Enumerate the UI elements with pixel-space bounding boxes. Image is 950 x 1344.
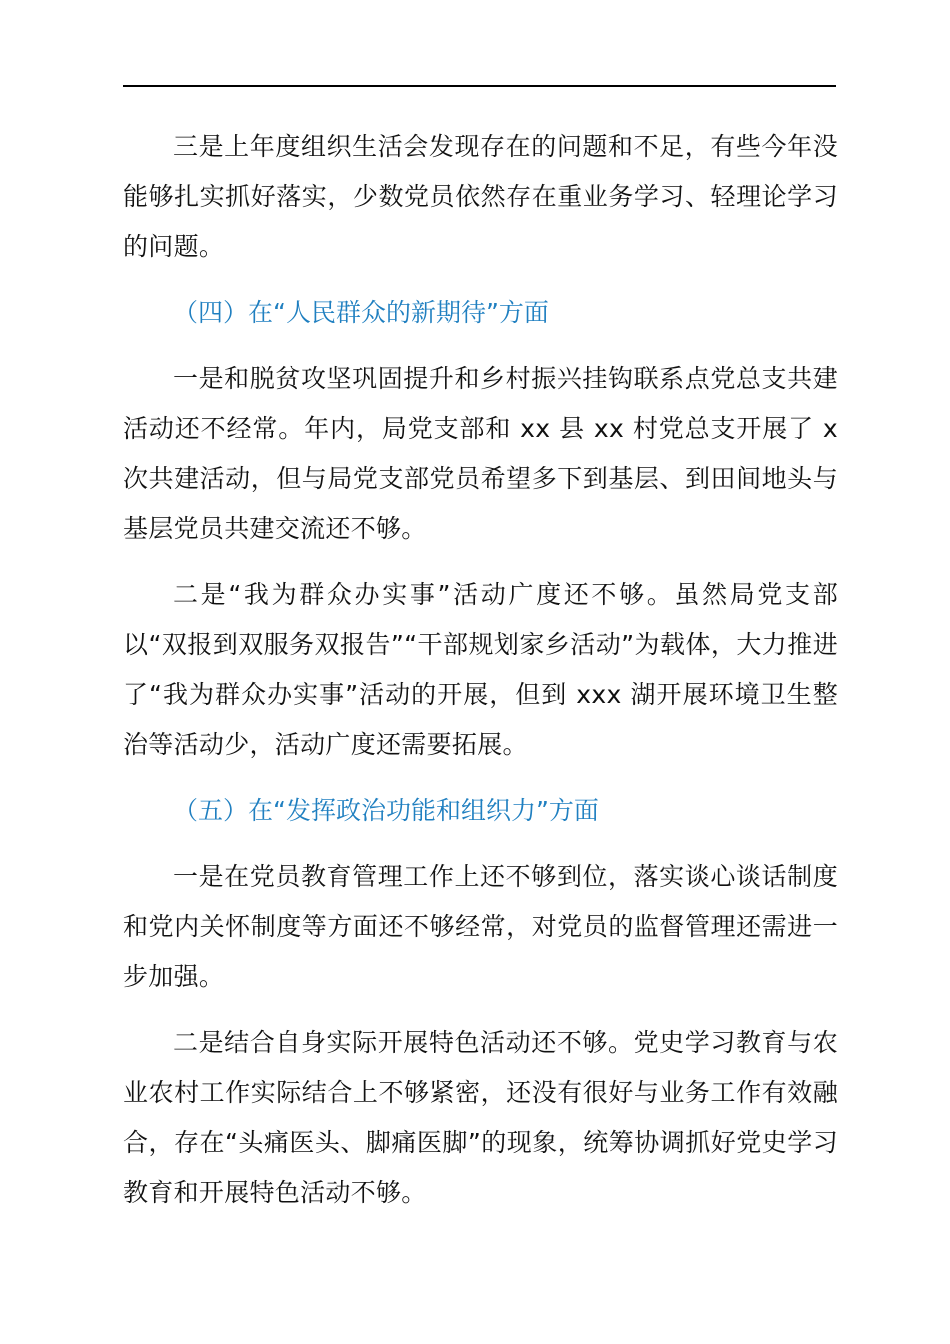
paragraph-section4-item1: 一是和脱贫攻坚巩固提升和乡村振兴挂钩联系点党总支共建活动还不经常。年内，局党支部和 xx 县 xx 村党总支开展了 x 次共建活动，但与局党支部党员希望多下到基层、到田间地头与基层党员共建交流还不够。 (123, 364, 838, 543)
section-heading-4: （四）在“人民群众的新期待”方面 (173, 298, 549, 327)
header-rule (123, 85, 836, 87)
paragraph-section5-item1: 一是在党员教育管理工作上还不够到位，落实谈心谈话制度和党内关怀制度等方面还不够经常，对党员的监督管理还需进一步加强。 (123, 862, 838, 991)
section-heading-5: （五）在“发挥政治功能和组织力”方面 (173, 796, 599, 825)
document-body (123, 122, 838, 1234)
paragraph-section5-item2: 二是结合自身实际开展特色活动还不够。党史学习教育与农业农村工作实际结合上不够紧密，还没有很好与业务工作有效融合，存在“头痛医头、脚痛医脚”的现象，统筹协调抓好党史学习教育和开展特色活动不够。 (123, 1028, 838, 1207)
paragraph-problem-3: 三是上年度组织生活会发现存在的问题和不足，有些今年没能够扎实抓好落实，少数党员依然存在重业务学习、轻理论学习的问题。 (123, 132, 838, 261)
paragraph-section4-item2: 二是“我为群众办实事”活动广度还不够。虽然局党支部以“双报到双服务双报告”“干部规划家乡活动”为载体，大力推进了“我为群众办实事”活动的开展，但到 xxx 湖开展环境卫生整治等活动少，活动广度还需要拓展。 (123, 580, 838, 759)
